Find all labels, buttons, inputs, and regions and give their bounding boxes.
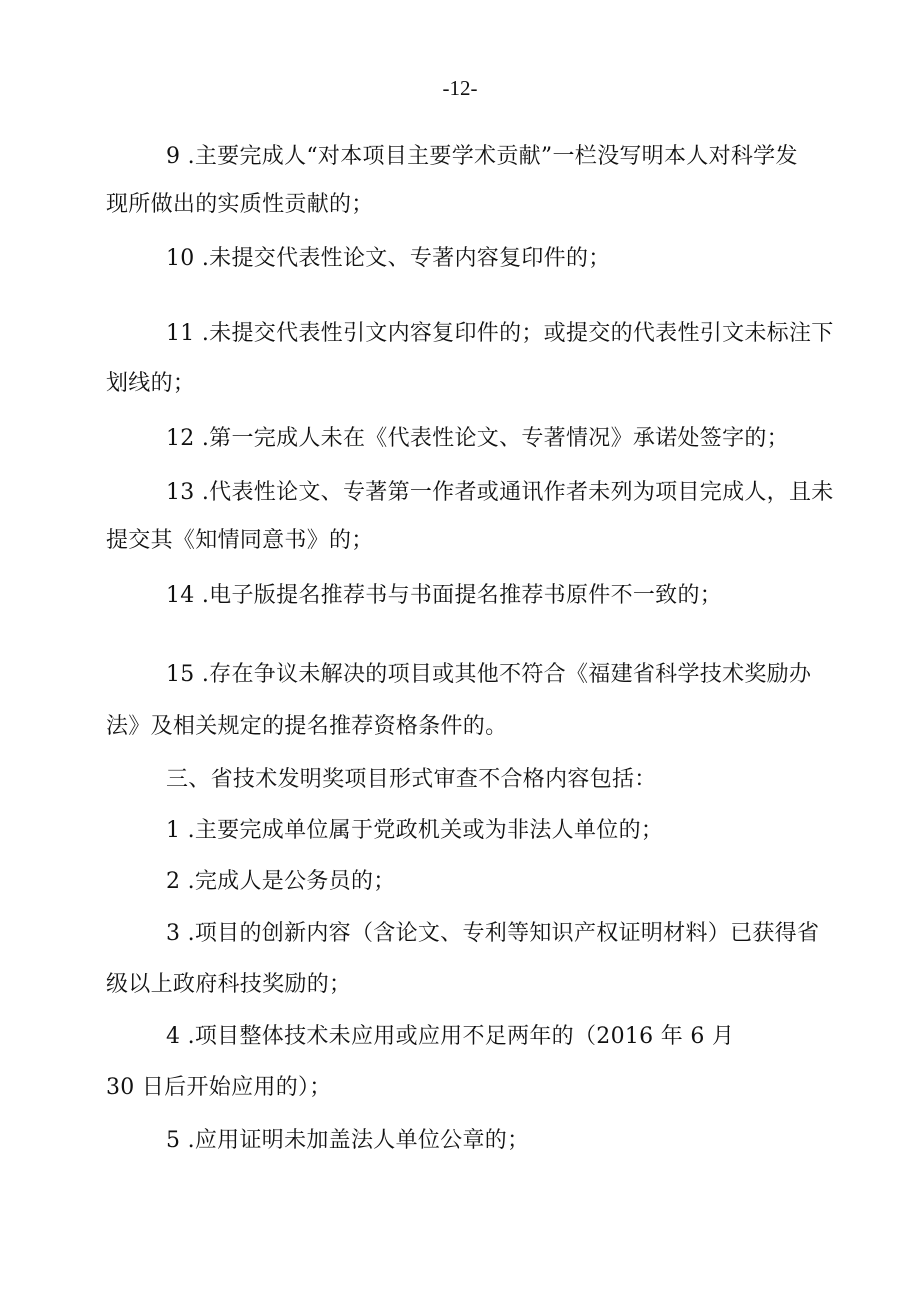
section3-item-3-line-2: 级以上政府科技奖励的； — [106, 972, 352, 997]
section3-item-1-line-1: 1 .主要完成单位属于党政机关或为非法人单位的； — [166, 818, 664, 843]
list-item-11-line-1: 11 .未提交代表性引文内容复印件的；或提交的代表性引文未标注下 — [166, 321, 834, 346]
list-item-15-line-2: 法》及相关规定的提名推荐资格条件的。 — [106, 714, 508, 739]
section3-item-2-line-1: 2 .完成人是公务员的； — [166, 869, 396, 894]
section3-item-5-line-1: 5 .应用证明未加盖法人单位公章的； — [166, 1128, 530, 1153]
list-item-14-line-1: 14 .电子版提名推荐书与书面提名推荐书原件不一致的； — [166, 583, 723, 608]
section3-item-3-line-1: 3 .项目的创新内容（含论文、专利等知识产权证明材料）已获得省 — [166, 921, 820, 946]
list-item-13-line-1: 13 .代表性论文、专著第一作者或通讯作者未列为项目完成人，且未 — [166, 480, 834, 505]
list-item-9-line-1: 9 .主要完成人“对本项目主要学术贡献”一栏没写明本人对科学发 — [166, 144, 798, 169]
section-heading: 三、省技术发明奖项目形式审查不合格内容包括： — [166, 767, 657, 792]
section3-item-4-line-1: 4 .项目整体技术未应用或应用不足两年的（2016 年 6 月 — [166, 1024, 735, 1049]
page-number: -12- — [442, 76, 478, 100]
section3-item-4-line-2: 30 日后开始应用的）； — [106, 1075, 332, 1100]
list-item-15-line-1: 15 .存在争议未解决的项目或其他不符合《福建省科学技术奖励办 — [166, 662, 812, 687]
list-item-13-line-2: 提交其《知情同意书》的； — [106, 528, 374, 553]
list-item-10-line-1: 10 .未提交代表性论文、专著内容复印件的； — [166, 246, 611, 271]
list-item-9-line-2: 现所做出的实质性贡献的； — [106, 192, 374, 217]
list-item-11-line-2: 划线的； — [106, 371, 196, 396]
list-item-12-line-1: 12 .第一完成人未在《代表性论文、专著情况》承诺处签字的； — [166, 426, 789, 451]
